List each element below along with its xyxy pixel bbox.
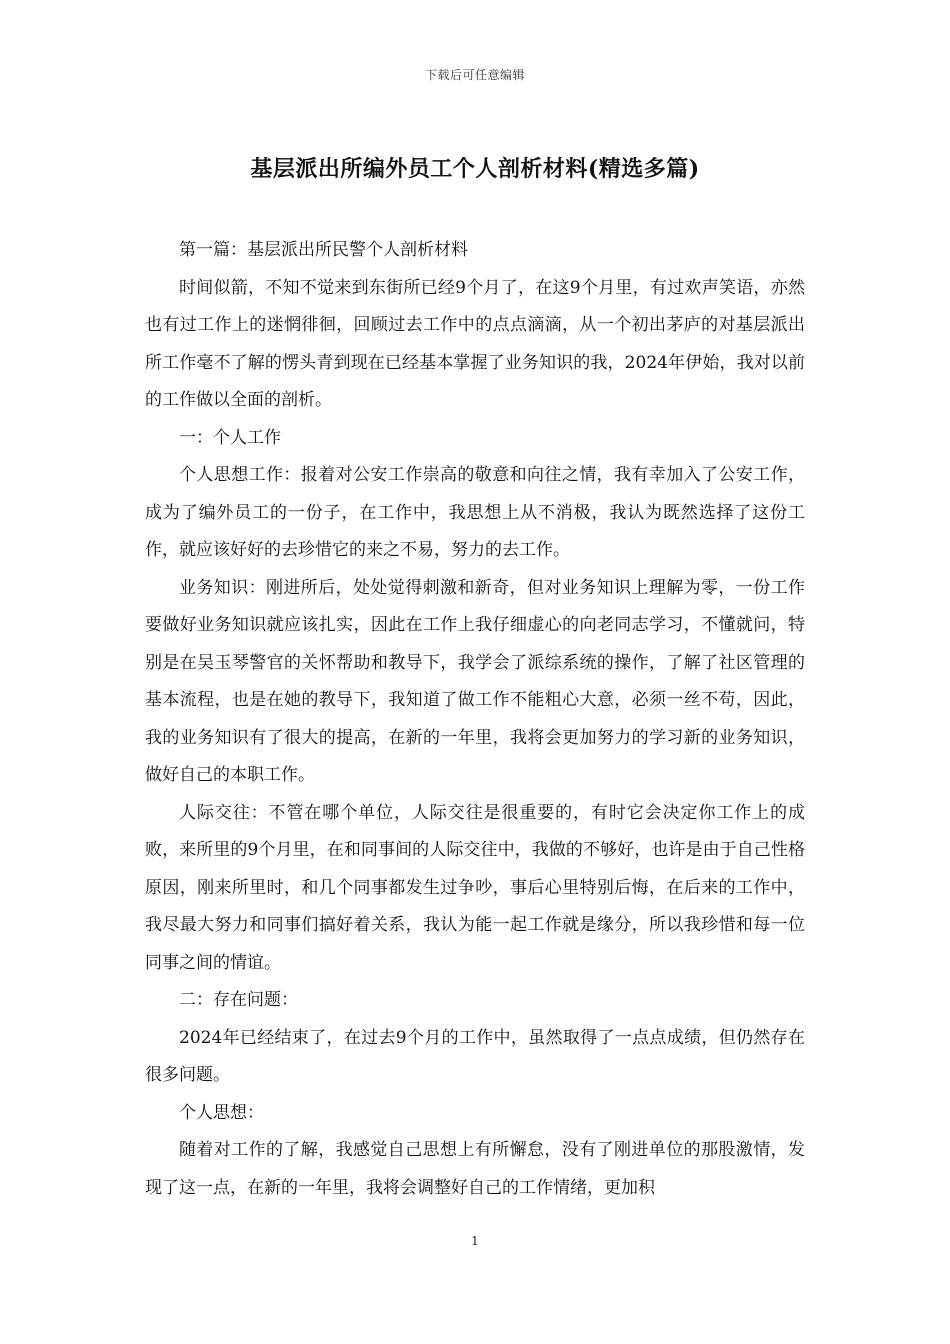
paragraph: 人际交往：不管在哪个单位，人际交往是很重要的，有时它会决定你工作上的成败，来所里的9个月里，在和同事间的人际交往中，我做的不够好，也许是由于自己性格原因，刚来所里时，和几个同事都发生过争吵，事后心里特别后悔，在后来的工作中，我尽最大努力和同事们搞好着关系，我认为能一起工作就是缘分，所以我珍惜和每一位同事之间的情谊。: [145, 802, 805, 973]
paragraph-subheading: 个人思想：: [179, 1102, 264, 1123]
paragraph-subheading: 一：个人工作: [179, 427, 281, 448]
paragraph: 2024年已经结束了，在过去9个月的工作中，虽然取得了一点点成绩，但仍然存在很多问题。: [145, 1027, 805, 1085]
paragraph-subheading: 二：存在问题：: [179, 990, 298, 1010]
paragraph: 个人思想工作：报着对公安工作崇高的敬意和向往之情，我有幸加入了公安工作，成为了编外员工的一份子，在工作中，我思想上从不消极，我认为既然选择了这份工作，就应该好好的去珍惜它的来之不易，努力的去工作。: [145, 465, 805, 560]
paragraph: 随着对工作的了解，我感觉自己思想上有所懈怠，没有了刚进单位的那股激情，发现了这一点，在新的一年里，我将会调整好自己的工作情绪，更加积: [145, 1140, 805, 1198]
paragraph: 时间似箭，不知不觉来到东街所已经9个月了，在这9个月里，有过欢声笑语，亦然也有过工作上的迷惘徘徊，回顾过去工作中的点点滴滴，从一个初出茅庐的对基层派出所工作毫不了解的愣头青到现在已经基本掌握了业务知识的我，2024年伊始，我对以前的工作做以全面的剖析。: [145, 277, 805, 410]
page-number: 1: [471, 1234, 479, 1248]
paragraph: 业务知识：刚进所后，处处觉得刺激和新奇，但对业务知识上理解为零，一份工作要做好业务知识就应该扎实，因此在工作上我仔细虚心的向老同志学习，不懂就问，特别是在吴玉琴警官的关怀帮助和教导下，我学会了派综系统的操作，了解了社区管理的基本流程，也是在她的教导下，我知道了做工作不能粗心大意，必须一丝不苟，因此，我的业务知识有了很大的提高，在新的一年里，我将会更加努力的学习新的业务知识，做好自己的本职工作。: [145, 577, 805, 785]
document-title: 基层派出所编外员工个人剖析材料(精选多篇): [250, 156, 700, 182]
paragraph-section-heading: 第一篇：基层派出所民警个人剖析材料: [179, 240, 468, 260]
header-note: 下载后可任意编辑: [424, 68, 525, 82]
document-body: [145, 232, 805, 1207]
